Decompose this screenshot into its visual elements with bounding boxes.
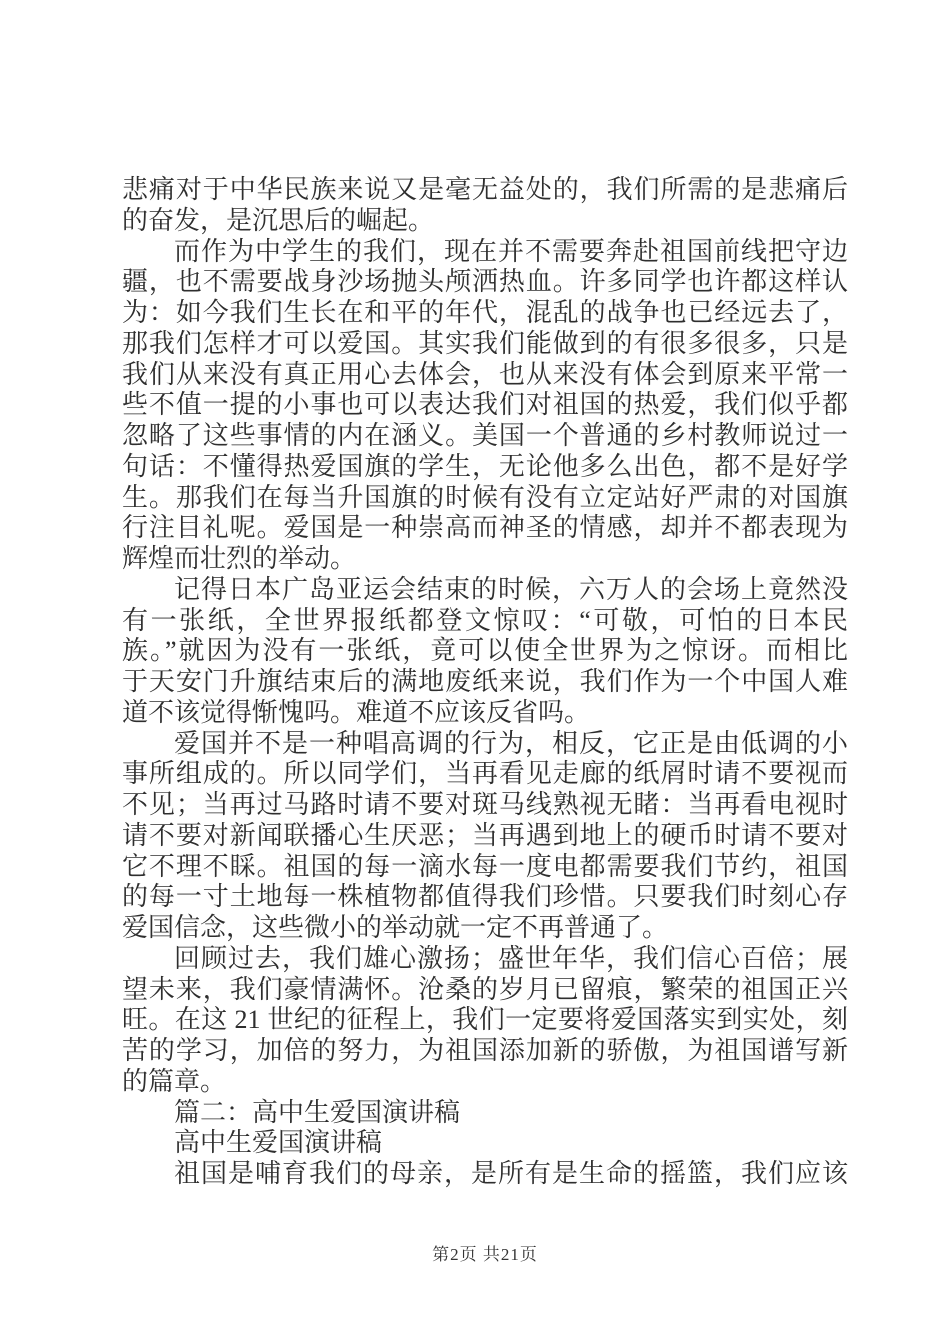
text-line: 辉煌而壮烈的举动。: [122, 544, 357, 573]
text-line: 我们从来没有真正用心去体会，也从来没有体会到原来平常一: [122, 359, 848, 389]
text-line: 旺。在这 21 世纪的征程上，我们一定要将爱国落实到实处，刻: [122, 1005, 848, 1035]
text-line: 于天安门升旗结束后的满地废纸来说，我们作为一个中国人难: [122, 667, 848, 696]
text-line: 的每一寸土地每一株植物都值得我们珍惜。只要我们时刻心存: [122, 882, 848, 912]
text-line: 苦的学习，加倍的努力，为祖国添加新的骄傲，为祖国谱写新: [122, 1036, 848, 1065]
text-line: 望未来，我们豪情满怀。沧桑的岁月已留痕，繁荣的祖国正兴: [122, 974, 848, 1004]
text-line: 回顾过去，我们雄心激扬；盛世年华，我们信心百倍；展: [174, 943, 848, 973]
page-number-indicator: 第2页 共21页: [432, 1245, 538, 1264]
text-line: 那我们怎样才可以爱国。其实我们能做到的有很多很多，只是: [122, 328, 848, 358]
text-line: 疆，也不需要战身沙场抛头颅洒热血。许多同学也许都这样认: [122, 267, 848, 297]
text-line: 悲痛对于中华民族来说又是毫无益处的，我们所需的是悲痛后: [122, 175, 848, 204]
text-line: 有一张纸，全世界报纸都登文惊叹：“可敬，可怕的日本民: [122, 605, 848, 635]
text-line: 记得日本广岛亚运会结束的时候，六万人的会场上竟然没: [174, 574, 848, 604]
text-line: 句话：不懂得热爱国旗的学生，无论他多么出色，都不是好学: [122, 451, 848, 481]
text-line: 高中生爱国演讲稿: [174, 1128, 383, 1158]
text-line: 族。”就因为没有一张纸，竟可以使全世界为之惊讶。而相比: [122, 636, 848, 666]
text-line: 祖国是哺育我们的母亲，是所有是生命的摇篮，我们应该: [174, 1159, 848, 1188]
text-line: 为：如今我们生长在和平的年代，混乱的战争也已经远去了，: [122, 298, 848, 327]
page-footer: [122, 1244, 848, 1266]
text-line: 它不理不睬。祖国的每一滴水每一度电都需要我们节约，祖国: [122, 851, 848, 881]
text-line: 请不要对新闻联播心生厌恶；当再遇到地上的硬币时请不要对: [122, 820, 848, 850]
text-line: 的奋发，是沉思后的崛起。: [122, 205, 435, 235]
text-line: 道不该觉得惭愧吗。难道不应该反省吗。: [122, 697, 591, 727]
text-line: 爱国信念，这些微小的举动就一定不再普通了。: [122, 913, 669, 942]
text-line: 忽略了这些事情的内在涵义。美国一个普通的乡村教师说过一: [122, 421, 848, 450]
document-body: [122, 175, 848, 1190]
text-line: 不见；当再过马路时请不要对斑马线熟视无睹：当再看电视时: [122, 790, 848, 819]
text-line: 而作为中学生的我们，现在并不需要奔赴祖国前线把守边: [174, 236, 848, 266]
text-line: 事所组成的。所以同学们，当再看见走廊的纸屑时请不要视而: [122, 759, 848, 789]
text-line: 的篇章。: [122, 1066, 227, 1096]
text-line: 篇二：高中生爱国演讲稿: [174, 1097, 461, 1127]
text-line: 生。那我们在每当升国旗的时候有没有立定站好严肃的对国旗: [122, 482, 848, 512]
text-line: 些不值一提的小事也可以表达我们对祖国的热爱，我们似乎都: [122, 390, 848, 420]
text-line: 爱国并不是一种唱高调的行为，相反，它正是由低调的小: [174, 728, 848, 758]
text-line: 行注目礼呢。爱国是一种崇高而神圣的情感，却并不都表现为: [122, 513, 848, 543]
